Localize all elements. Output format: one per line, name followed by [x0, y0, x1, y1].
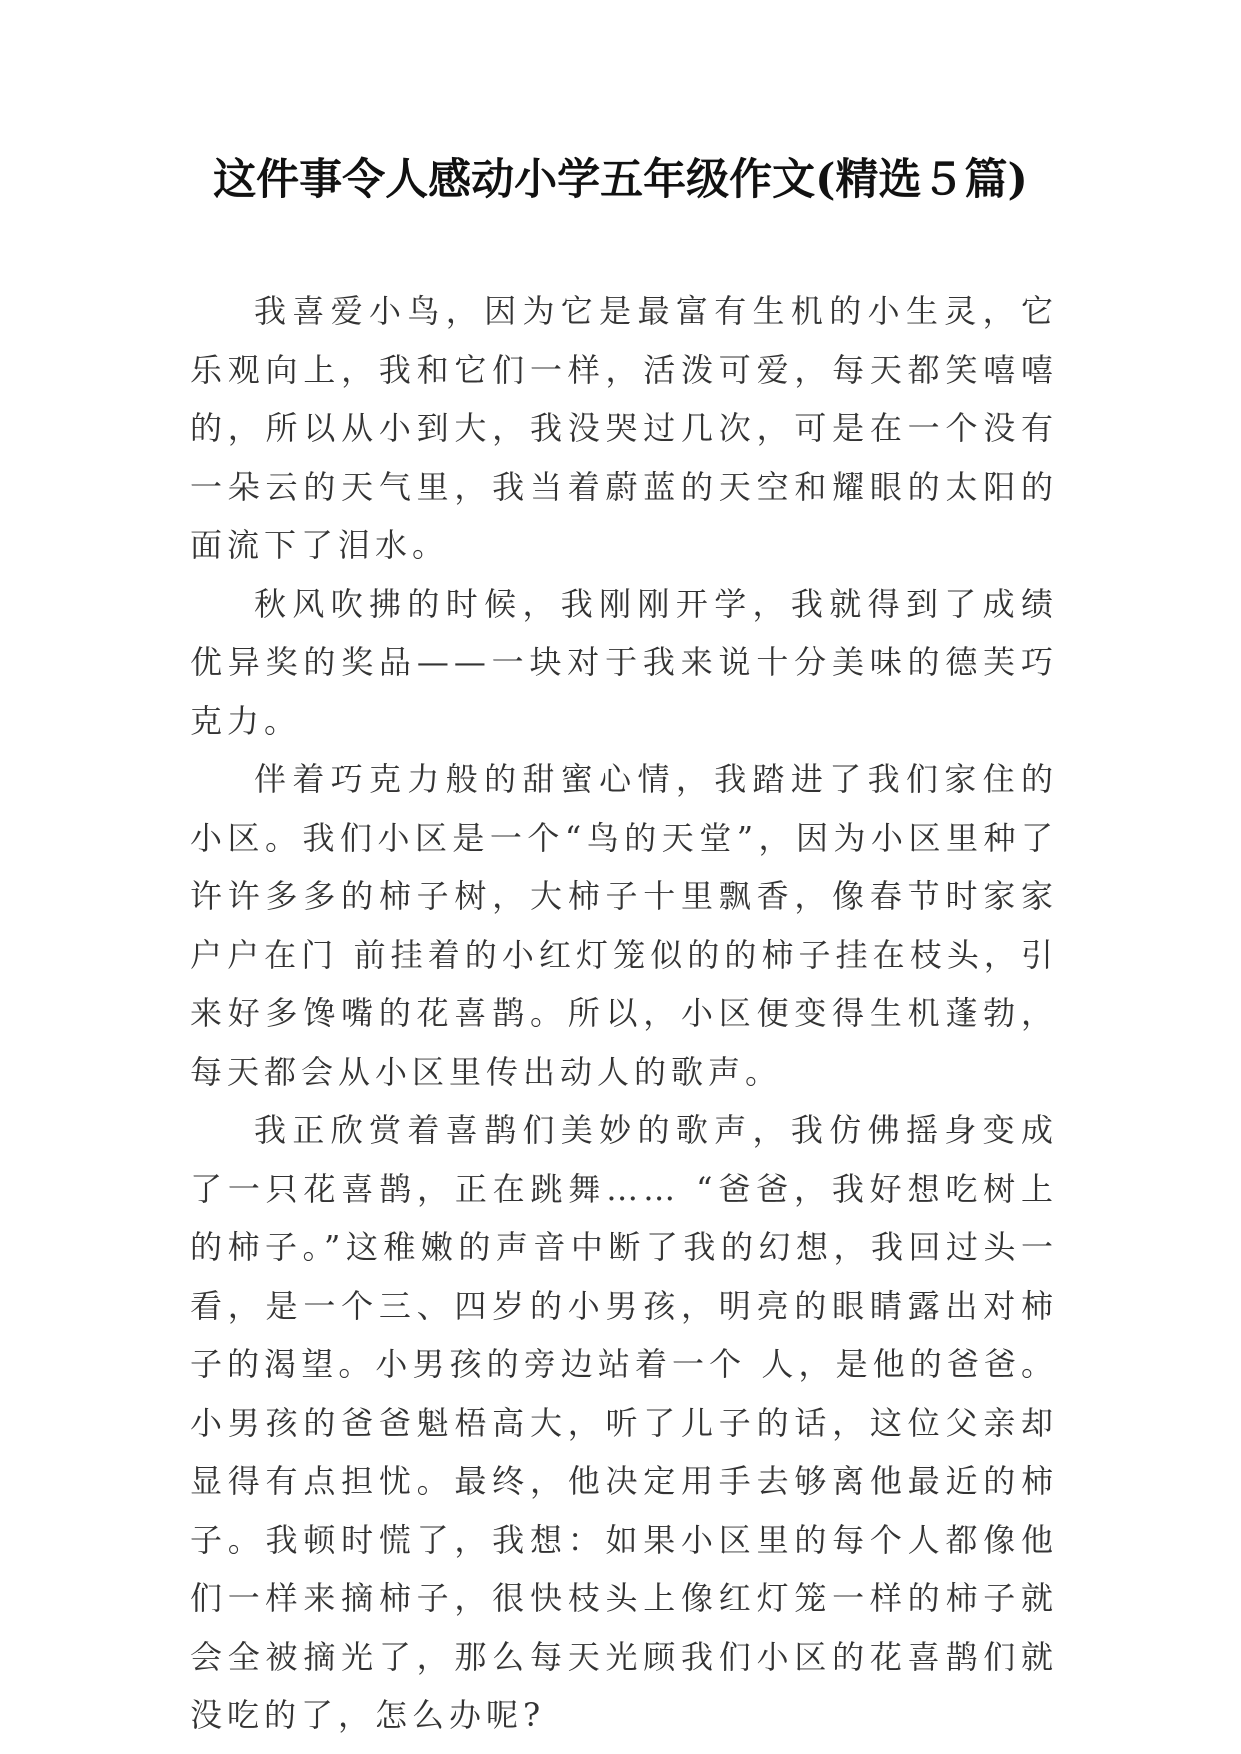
paragraph: 伴着巧克力般的甜蜜心情，我踏进了我们家住的小区。我们小区是一个“鸟的天堂”，因为小区里种了许许多多的柿子树，大柿子十里飘香，像春节时家家户户在门 前挂着的小红灯笼似的的柿子挂在枝头，引来好多馋嘴的花喜鹊。所以，小区便变得生机蓬勃，每天都会从小区里传出动人的歌声。 — [190, 760, 1058, 1091]
paragraph: 我喜爱小鸟，因为它是最富有生机的小生灵，它乐观向上，我和它们一样，活泼可爱，每天都笑嘻嘻的，所以从小到大，我没哭过几次，可是在一个没有一朵云的天气里，我当着蔚蓝的天空和耀眼的太阳的面流下了泪水。 — [190, 292, 1058, 564]
document-body — [190, 282, 1058, 1745]
paragraph: 秋风吹拂的时候，我刚刚开学，我就得到了成绩优异奖的奖品——一块对于我来说十分美味的德芙巧克力。 — [190, 584, 1058, 740]
paragraph: 我正欣赏着喜鹊们美妙的歌声，我仿佛摇身变成了一只花喜鹊，正在跳舞…… “爸爸，我好想吃树上的柿子。”这稚嫩的声音中断了我的幻想，我回过头一看，是一个三、四岁的小男孩，明亮的眼睛露出对柿子的渴望。小男孩的旁边站着一个 人，是他的爸爸。小男孩的爸爸魁梧高大，听了儿子的话，这位父亲却显得有点担忧。最终，他决定用手去够离他最近的柿子。我顿时慌了，我想：如果小区里的每个人都像他们一样来摘柿子，很快枝头上像红灯笼一样的柿子就会全被摘光了，那么每天光顾我们小区的花喜鹊们就没吃的了，怎么办呢? — [190, 1111, 1058, 1734]
document-title: 这件事令人感动小学五年级作文(精选５篇) — [213, 155, 1028, 205]
